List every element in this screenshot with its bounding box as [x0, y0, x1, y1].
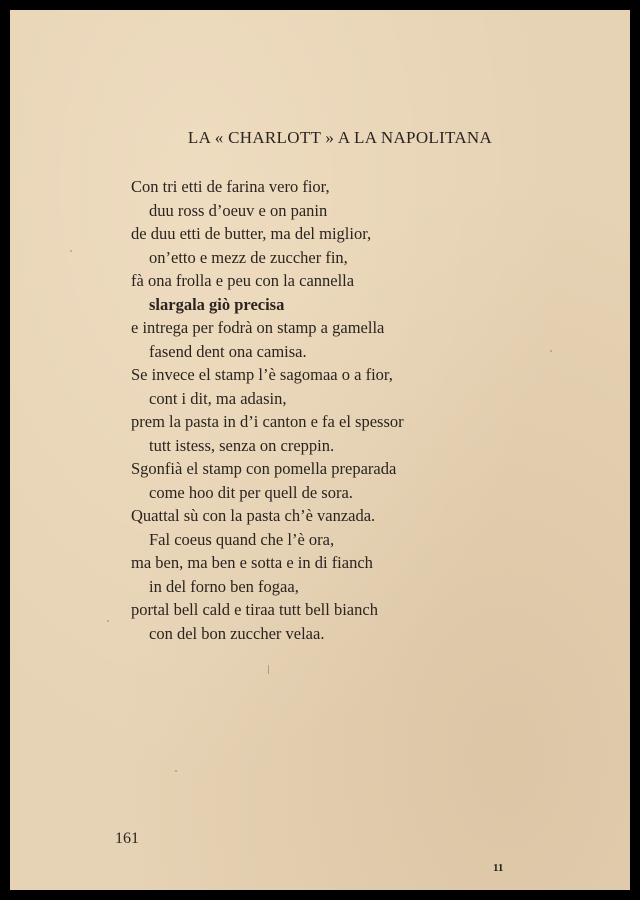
poem-line: fà ona frolla e peu con la cannella	[131, 271, 355, 290]
poem-line: de duu etti de butter, ma del miglior,	[131, 224, 372, 243]
book-page	[10, 10, 630, 890]
poem-line: tutt istess, senza on creppin.	[149, 435, 335, 455]
poem-line: Fal coeus quand che l’è ora,	[149, 529, 335, 549]
poem-line: come hoo dit per quell de sora.	[149, 482, 353, 502]
poem-line: on’etto e mezz de zuccher fin,	[149, 247, 348, 267]
paper-speck	[550, 350, 552, 352]
poem-line: Quattal sù con la pasta ch’è vanzada.	[131, 506, 376, 525]
poem-line: Se invece el stamp l’è sagomaa o a fior,	[131, 365, 393, 384]
poem-line: Con tri etti de farina vero fior,	[131, 177, 330, 196]
poem-line: ma ben, ma ben e sotta e in di fianch	[131, 553, 373, 572]
poem-line: cont i dit, ma adasin,	[149, 388, 287, 408]
paper-speck	[70, 250, 72, 252]
poem-line: con del bon zuccher velaa.	[149, 623, 325, 643]
poem-line: fasend dent ona camisa.	[149, 341, 307, 361]
poem-line: prem la pasta in d’i canton e fa el spessor	[131, 412, 404, 431]
poem-line: slargala giò precisa	[149, 294, 285, 314]
poem-line: Sgonfià el stamp con pomella preparada	[131, 459, 397, 478]
paper-speck	[175, 770, 177, 772]
poem-line: in del forno ben fogaa,	[149, 576, 299, 596]
poem-title: LA « CHARLOTT » A LA NAPOLITANA	[187, 128, 493, 147]
page-number: 161	[115, 830, 139, 847]
poem-line: e intrega per fodrà on stamp a gamella	[131, 318, 385, 337]
poem-body	[131, 175, 404, 645]
paper-speck	[107, 620, 109, 622]
printer-signature-mark: 11	[493, 862, 504, 874]
paper-speck	[268, 665, 269, 674]
poem-line: duu ross d’oeuv e on panin	[149, 200, 328, 220]
poem-line: portal bell cald e tiraa tutt bell bianch	[131, 600, 378, 619]
